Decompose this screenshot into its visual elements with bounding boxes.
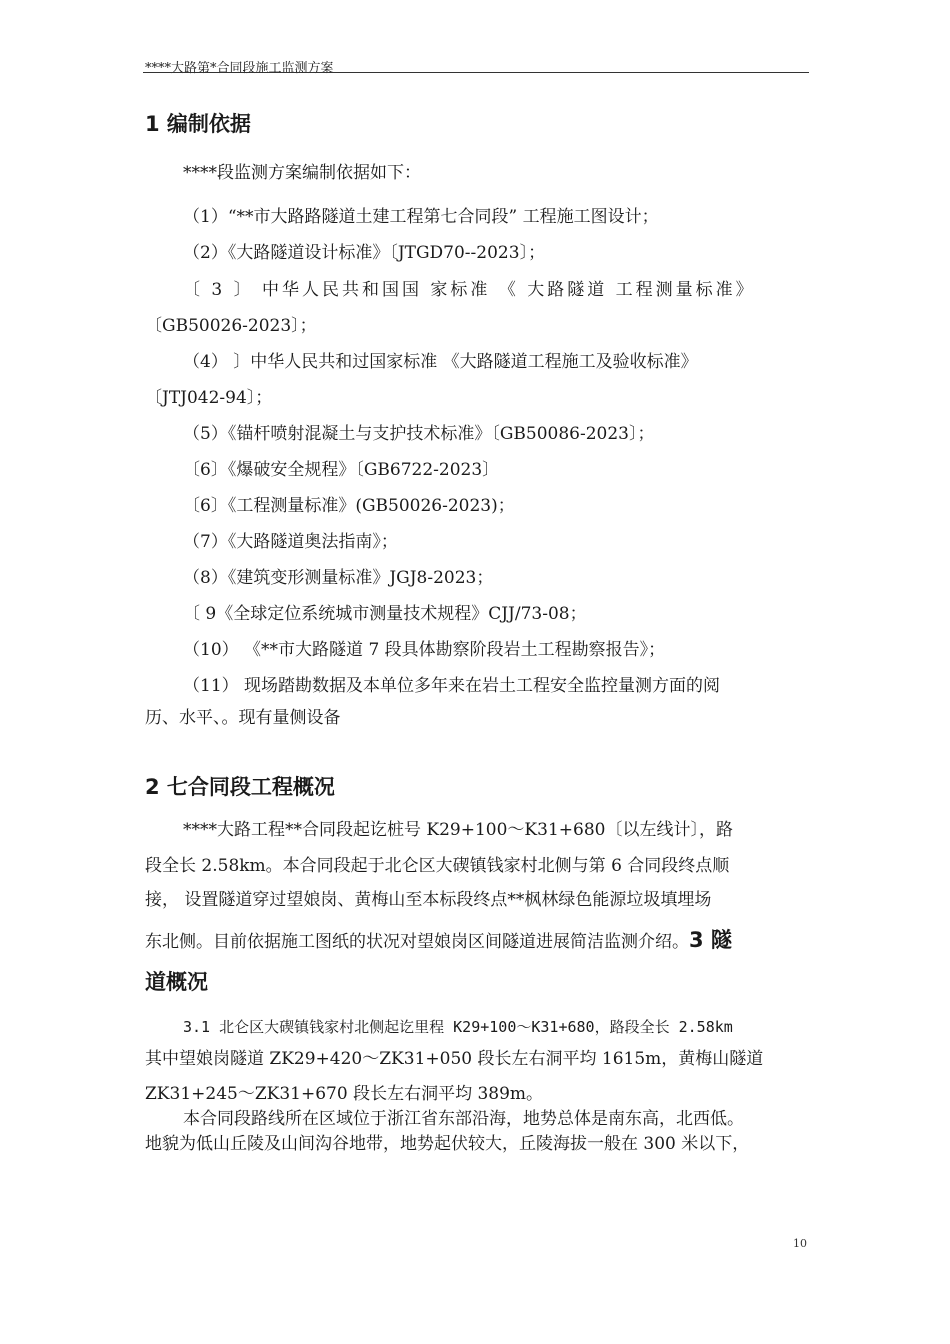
reference-item: 〔 9《全球定位系统城市测量技术规程》CJJ/73-08； — [183, 604, 587, 624]
reference-item: （10） 《**市大路隧道 7 段具体勘察阶段岩土工程勘察报告》； — [183, 640, 666, 660]
overview-line: 东北侧。目前依据施工图纸的状况对望娘岗区间隧道进展简洁监测介绍。 — [145, 932, 689, 952]
section-1-intro: ****段监测方案编制依据如下： — [183, 163, 421, 183]
reference-item: （11） 现场踏勘数据及本单位多年来在岩土工程安全监控量测方面的阅 — [183, 676, 721, 696]
section-3-title-start: 3 隧 — [689, 928, 732, 952]
section-3-line: 其中望娘岗隧道 ZK29+420～ZK31+050 段长左右洞平均 1615m，黄梅山隧道 — [145, 1049, 764, 1069]
overview-line-with-heading — [145, 930, 732, 952]
reference-item: （2）《大路隧道设计标准》〔JTGD70--2023〕； — [183, 243, 546, 263]
reference-item: 〔6〕《爆破安全规程》〔GB6722-2023〕 — [183, 460, 500, 480]
reference-item: （4） 〕中华人民共和过国家标准 《大路隧道工程施工及验收标准》 — [183, 352, 698, 372]
page-number: 10 — [793, 1237, 807, 1250]
overview-line: 段全长 2.58km。本合同段起于北仑区大碶镇钱家村北侧与第 6 合同段终点顺 — [145, 856, 730, 876]
overview-line: 接， 设置隧道穿过望娘岗、黄梅山至本标段终点**枫林绿色能源垃圾填埋场 — [145, 890, 712, 910]
section-3-line: ZK31+245～ZK31+670 段长左右洞平均 389m。 — [145, 1084, 544, 1104]
reference-item: （1）“**市大路路隧道土建工程第七合同段” 工程施工图设计； — [183, 207, 659, 227]
reference-item: （5）《锚杆喷射混凝土与支护技术标准》〔GB50086-2023〕； — [183, 424, 655, 444]
reference-item: 〔6〕《工程测量标准》(GB50026-2023)； — [183, 496, 515, 516]
overview-line: ****大路工程**合同段起讫桩号 K29+100～K31+680〔以左线计〕，路 — [183, 820, 733, 840]
section-3-title-end: 道概况 — [145, 970, 208, 994]
section-2-title: 2 七合同段工程概况 — [145, 775, 335, 799]
section-3-line: 本合同段路线所在区域位于浙江省东部沿海，地势总体是南东高，北西低。 — [183, 1109, 744, 1129]
section-1-title: 1 编制依据 — [145, 112, 251, 136]
page-header: ****大路第*合同段施工监测方案 — [145, 61, 334, 76]
section-3-line: 地貌为低山丘陵及山间沟谷地带，地势起伏较大，丘陵海拔一般在 300 米以下， — [145, 1134, 750, 1154]
reference-item-continuation: 历、水平、。现有量侧设备 — [145, 708, 341, 728]
section-3-line-text: 3.1 北仑区大碶镇钱家村北侧起讫里程 K29+100～K31+680，路段全长 2.58km — [183, 1018, 733, 1036]
reference-item: （7）《大路隧道奥法指南》； — [183, 532, 398, 552]
reference-item-continuation: 〔GB50026-2023〕； — [145, 316, 317, 336]
reference-item-continuation: 〔JTJ042-94〕； — [145, 388, 273, 408]
header-rule — [143, 72, 809, 73]
reference-item: 〔 3 〕 中华人民共和国国 家标准 《 大路隧道 工程测量标准》 — [183, 280, 756, 300]
reference-item: （8）《建筑变形测量标准》JGJ8-2023； — [183, 568, 494, 588]
section-3-line — [183, 1017, 733, 1037]
